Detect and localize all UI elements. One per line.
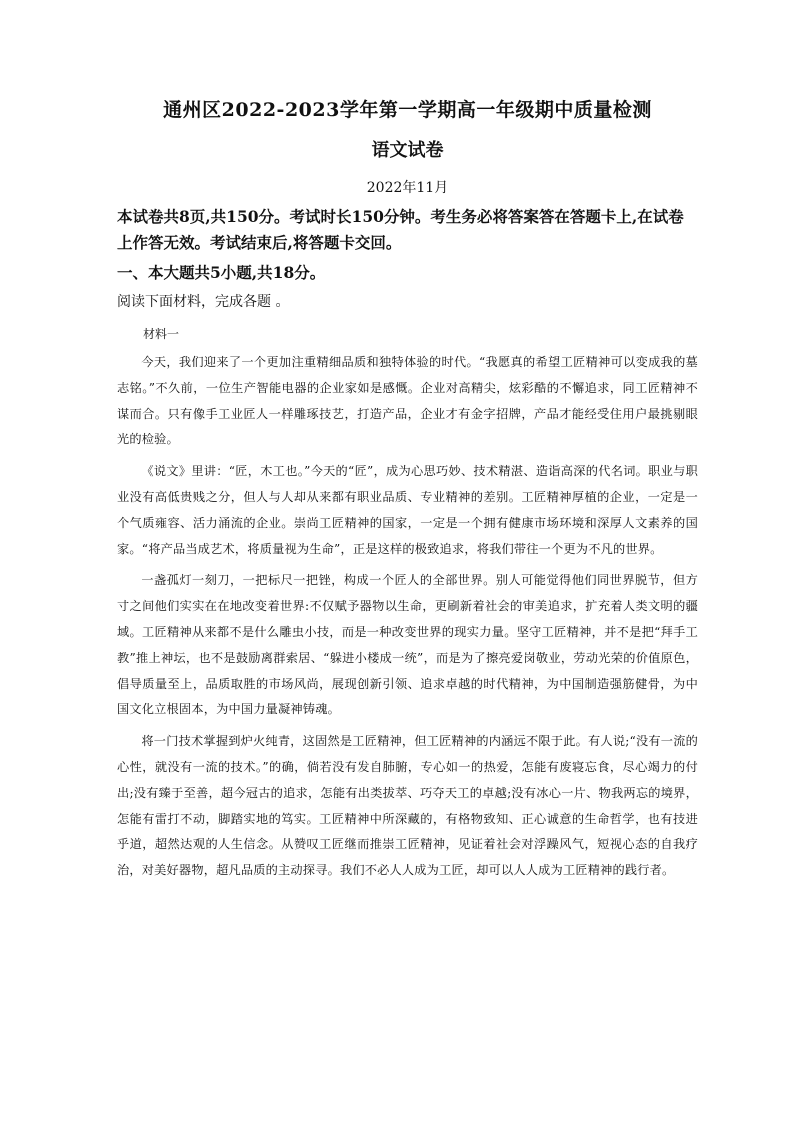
material-label: 材料一 [143,327,180,341]
material-paragraph-3: 一盏孤灯一刻刀，一把标尺一把锉，构成一个匠人的全部世界。别人可能觉得他们同世界脱节，但方寸之间他们实实在在地改变着世界:不仅赋予器物以生命，更刷新着社会的审美追求，扩充着人类文明的疆域。工匠精神从来都不是什么雕虫小技，而是一种改变世界的现实力量。坚守工匠精神，并不是把“拜手工教”推上神坛，也不是鼓励离群索居、“躲进小楼成一统”，而是为了擦亮爱岗敬业，劳动光荣的价值原色，倡导质量至上，品质取胜的市场风尚，展现创新引领、追求卓越的时代精神，为中国制造强筋健骨，为中国文化立根固本，为中国力量凝神铸魂。 [117,573,698,717]
material-paragraph-2: 《说文》里讲：“匠，木工也。”今天的“匠”，成为心思巧妙、技术精湛、造诣高深的代名词。职业与职业没有高低贵贱之分，但人与人却从来都有职业品质、专业精神的差别。工匠精神厚植的企业，一定是一个气质雍容、活力涌流的企业。崇尚工匠精神的国家，一定是一个拥有健康市场环境和深厚人文素养的国家。“将产品当成艺术，将质量视为生命”，正是这样的极致追求，将我们带往一个更为不凡的世界。 [117,464,698,556]
exam-title: 通州区2022-2023学年第一学期高一年级期中质量检测 [163,99,652,121]
exam-notice: 本试卷共8页,共150分。考试时长150分钟。考生务必将答案答在答题卡上,在试卷上作答无效。考试结束后,将答题卡交回。 [117,207,684,252]
exam-subtitle: 语文试卷 [371,140,444,161]
material-paragraph-4: 将一门技术掌握到炉火纯青，这固然是工匠精神，但工匠精神的内涵远不限于此。有人说;“没有一流的心性，就没有一流的技术。”的确，倘若没有发自肺腑，专心如一的热爱，怎能有废寝忘食，尽心竭力的付出;没有臻于至善，超今冠古的追求，怎能有出类拔萃、巧夺天工的卓越;没有冰心一片、物我两忘的境界，怎能有雷打不动，脚踏实地的笃实。工匠精神中所深藏的，有格物致知、正心诚意的生命哲学，也有技进乎道，超然达观的人生信念。从赞叹工匠继而推崇工匠精神，见证着社会对浮躁风气，短视心态的自我疗治，对美好器物，超凡品质的主动探寻。我们不必人人成为工匠，却可以人人成为工匠精神的践行者。 [117,734,698,878]
section-heading: 一、本大题共5小题,共18分。 [117,263,326,282]
reading-instruction: 阅读下面材料，完成各题 。 [117,294,290,310]
material-paragraph-1: 今天，我们迎来了一个更加注重精细品质和独特体验的时代。“我愿真的希望工匠精神可以变成我的墓志铭。”不久前，一位生产智能电器的企业家如是感慨。企业对高精尖，炫彩酷的不懈追求，同工匠精神不谋而合。只有像手工业匠人一样雕琢技艺，打造产品，企业才有金字招牌，产品才能经受住用户最挑剔眼光的检验。 [117,355,698,447]
exam-date: 2022年11月 [366,180,449,196]
